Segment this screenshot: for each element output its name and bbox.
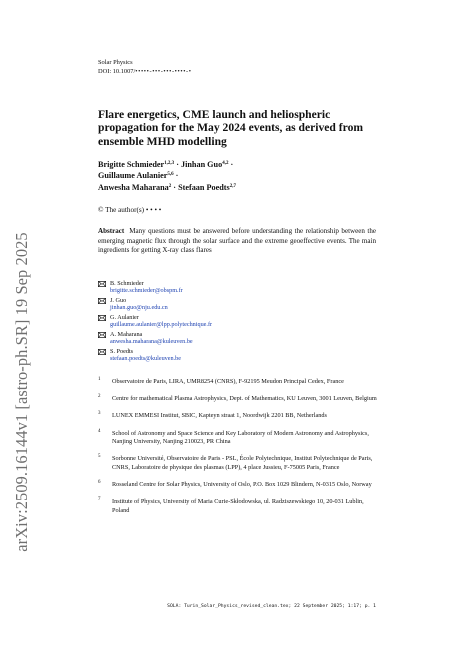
affiliation-text: Observatoire de Paris, LIRA, UMR8254 (CNRS), F-92195 Meudon Principal Cedex, France	[112, 378, 344, 385]
affiliation-text: Centre for mathematical Plasma Astrophysics, Dept. of Mathematics, KU Leuven, 3001 Leuven, Belgium	[112, 395, 377, 403]
affiliation-number: 6	[98, 480, 101, 486]
affiliation-number: 7	[98, 497, 101, 503]
author-name: Anwesha Maharana	[98, 182, 169, 192]
paper-title: Flare energetics, CME launch and heliospheric propagation for the May 2024 events, as derived from ensemble MHD modelling	[98, 108, 364, 148]
journal-header	[98, 59, 192, 76]
author-affil-marks: 5,6	[167, 172, 174, 178]
email-address-link[interactable]: guillaume.aulanier@lpp.polytechnique.fr	[110, 321, 213, 328]
affiliation	[98, 455, 380, 472]
affiliation-text: School of Astronomy and Space Science and Key Laboratory of Modern Astronomy and Astrophysics, Nanjing University, Nanjing 210023, PR China	[112, 429, 369, 446]
author-list	[98, 159, 378, 193]
envelope-icon	[98, 332, 106, 338]
affiliation	[98, 430, 380, 447]
affiliation	[98, 378, 380, 387]
email-entry	[98, 314, 358, 331]
author	[98, 171, 178, 180]
page-footer: SOLA: Turin_Solar_Physics_revised_clean.tex; 22 September 2025; 1:17; p. 1	[167, 604, 376, 609]
affiliation-number: 5	[98, 454, 101, 460]
affiliation-number: 3	[98, 411, 101, 417]
doi-prefix: DOI: 10.1007/	[98, 67, 136, 75]
affiliation	[98, 412, 380, 421]
envelope-icon	[98, 298, 106, 304]
email-entry	[98, 280, 358, 297]
email-author-name: G. Aulanier	[110, 314, 139, 321]
affiliation-list	[98, 378, 380, 524]
email-address-link[interactable]: brigitte.schmieder@obspm.fr	[110, 287, 183, 294]
affiliation-text: Sorbonne Université, Observatoire de Paris - PSL, École Polytechnique, Institut Polytechnique de Paris, CNRS, Laboratoire de physique des plasmas (LPP), 4 place Jussieu, F-75005 Paris, France	[112, 455, 373, 471]
envelope-icon	[98, 349, 106, 355]
affiliation-number: 4	[98, 428, 101, 434]
author-name: Stefaan Poedts	[178, 182, 230, 192]
affiliation-number: 2	[98, 394, 101, 400]
email-entry	[98, 331, 358, 348]
affiliation-text: Rosseland Centre for Solar Physics, University of Oslo, P.O. Box 1029 Blindern, N-0315 Oslo, Norway	[112, 481, 372, 489]
author	[178, 183, 236, 192]
author-affil-marks: 4,2	[222, 161, 229, 166]
doi-bullets: •••••-•••-•••-••••-•	[135, 67, 192, 75]
author	[98, 183, 178, 192]
journal-name: Solar Physics	[98, 59, 133, 66]
author-separator: ·	[173, 171, 179, 181]
doi-line	[98, 68, 192, 77]
envelope-icon	[98, 281, 106, 287]
affiliation-text: LUNEX EMMESI Institut, SBIC, Kapteyn straat 1, Noordwijk 2201 BB, Netherlands	[112, 412, 327, 420]
email-address-link[interactable]: jinhan.guo@nju.edu.cn	[110, 304, 168, 311]
affiliation	[98, 498, 380, 515]
author-separator: ·	[171, 182, 179, 192]
affiliation-number: 1	[98, 377, 101, 382]
author-affil-marks: 2,7	[229, 183, 236, 189]
email-address-link[interactable]: anwesha.maharana@kuleuven.be	[110, 338, 193, 345]
author	[98, 160, 181, 169]
arxiv-id: arXiv:2509.16144v1 [astro-ph.SR] 19 Sep 2025	[12, 232, 31, 552]
author-name: Guillaume Aulanier	[98, 171, 168, 181]
author-name: Jinhan Guo	[181, 160, 223, 169]
author	[181, 160, 233, 169]
abstract	[98, 227, 376, 256]
email-address-link[interactable]: stefaan.poedts@kuleuven.be	[110, 355, 181, 362]
abstract-text: Many questions must be answered before understanding the relationship between the emerging magnetic flux through the solar surface and the extreme geoeffective events. The main ingredients for getting X-ray class flares	[98, 227, 377, 254]
email-author-name: B. Schmieder	[110, 280, 144, 287]
affiliation	[98, 395, 380, 404]
email-author-name: A. Maharana	[110, 331, 143, 338]
email-entry	[98, 297, 358, 314]
copyright-notice: © The author(s) • • • •	[98, 206, 162, 214]
author-separator: ·	[174, 160, 181, 169]
author-name: Brigitte Schmieder	[98, 160, 165, 169]
email-author-name: S. Poedts	[110, 348, 134, 355]
author-affil-marks: 2	[168, 183, 172, 189]
envelope-icon	[98, 315, 106, 321]
email-entry	[98, 348, 358, 365]
email-author-name: J. Guo	[110, 297, 127, 304]
affiliation-text: Institute of Physics, University of Maria Curie-Skłodowska, ul. Radziszewskiego 10, 20-031 Lublin, Poland	[112, 498, 364, 514]
affiliation	[98, 481, 380, 490]
abstract-heading: Abstract	[98, 227, 125, 235]
author-affil-marks: 1,2,3	[164, 161, 175, 166]
author-separator: ·	[228, 160, 234, 169]
email-list	[98, 280, 358, 365]
